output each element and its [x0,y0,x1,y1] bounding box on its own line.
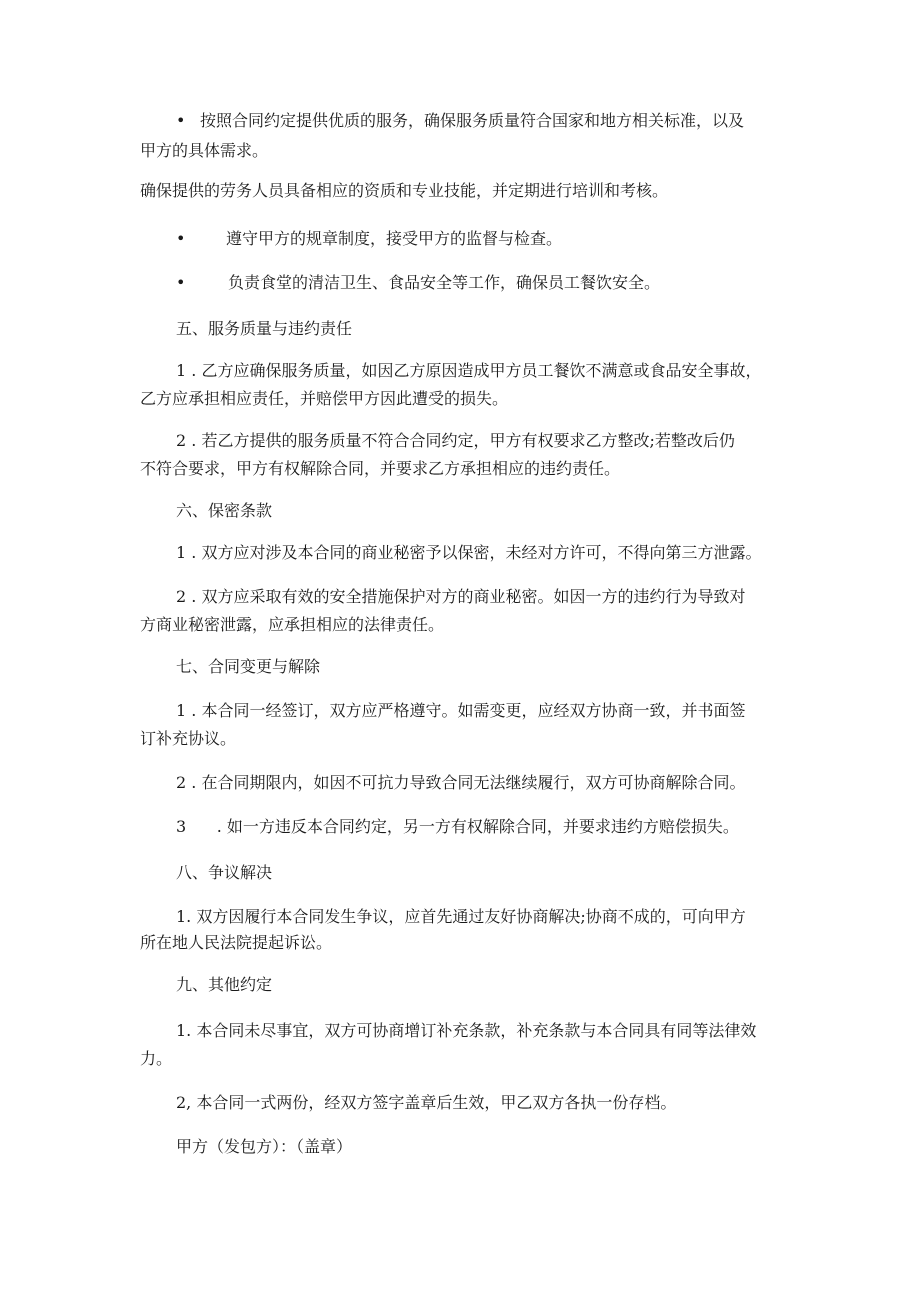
section-heading-9: 九、其他约定 [176,975,273,994]
section-heading-5: 五、服务质量与违约责任 [176,319,353,338]
clause-5-2-cont: 不符合要求，甲方有权解除合同，并要求乙方承担相应的违约责任。 [140,459,621,478]
section-heading-6: 六、保密条款 [176,501,273,520]
clause-6-2: 2 . 双方应采取有效的安全措施保护对方的商业秘密。如因一方的违约行为导致对 [176,587,746,606]
clause-9-1-cont: 力。 [140,1049,173,1068]
clause-7-2: 2 . 在合同期限内，如因不可抗力导致合同无法继续履行，双方可协商解除合同。 [176,773,746,792]
bullet-rules: 遵守甲方的规章制度，接受甲方的监督与检查。 [226,229,563,248]
clause-8-1: 1. 双方因履行本合同发生争议，应首先通过友好协商解决;协商不成的，可向甲方 [176,907,746,926]
bullet-canteen: 负责食堂的清洁卫生、食品安全等工作，确保员工餐饮安全。 [228,273,661,292]
clause-5-1: 1 . 乙方应确保服务质量，如因乙方原因造成甲方员工餐饮不满意或食品安全事故， [176,361,762,380]
clause-6-2-cont: 方商业秘密泄露，应承担相应的法律责任。 [140,615,445,634]
signature-party-a: 甲方（发包方）：（盖章） [176,1137,353,1156]
clause-7-1-cont: 订补充协议。 [140,729,237,748]
bullet-mark: • [176,273,186,292]
bullet-service-quality: 按照合同约定提供优质的服务，确保服务质量符合国家和地方相关标准，以及 [200,111,745,130]
clause-9-2: 2, 本合同一式两份，经双方签字盖章后生效，甲乙双方各执一份存档。 [176,1093,677,1112]
clause-5-2: 2 . 若乙方提供的服务质量不符合合同约定，甲方有权要求乙方整改;若整改后仍 [176,431,735,450]
section-heading-8: 八、争议解决 [176,863,273,882]
para-training: 确保提供的劳务人员具备相应的资质和专业技能，并定期进行培训和考核。 [140,181,669,200]
clause-6-1: 1 . 双方应对涉及本合同的商业秘密予以保密，未经对方许可，不得向第三方泄露。 [176,543,762,562]
clause-7-1: 1 . 本合同一经签订，双方应严格遵守。如需变更，应经双方协商一致，并书面签 [176,701,746,720]
bullet-mark: • [176,111,186,130]
clause-7-3: 3 . 如一方违反本合同约定，另一方有权解除合同，并要求违约方赔偿损失。 [176,817,739,836]
section-heading-7: 七、合同变更与解除 [176,657,321,676]
clause-8-1-cont: 所在地人民法院提起诉讼。 [140,933,333,952]
bullet-mark: • [176,229,186,248]
clause-9-1: 1. 本合同未尽事宜，双方可协商增订补充条款，补充条款与本合同具有同等法律效 [176,1021,757,1040]
clause-5-1-cont: 乙方应承担相应责任，并赔偿甲方因此遭受的损失。 [140,389,509,408]
bullet-service-quality-cont: 甲方的具体需求。 [140,141,269,160]
